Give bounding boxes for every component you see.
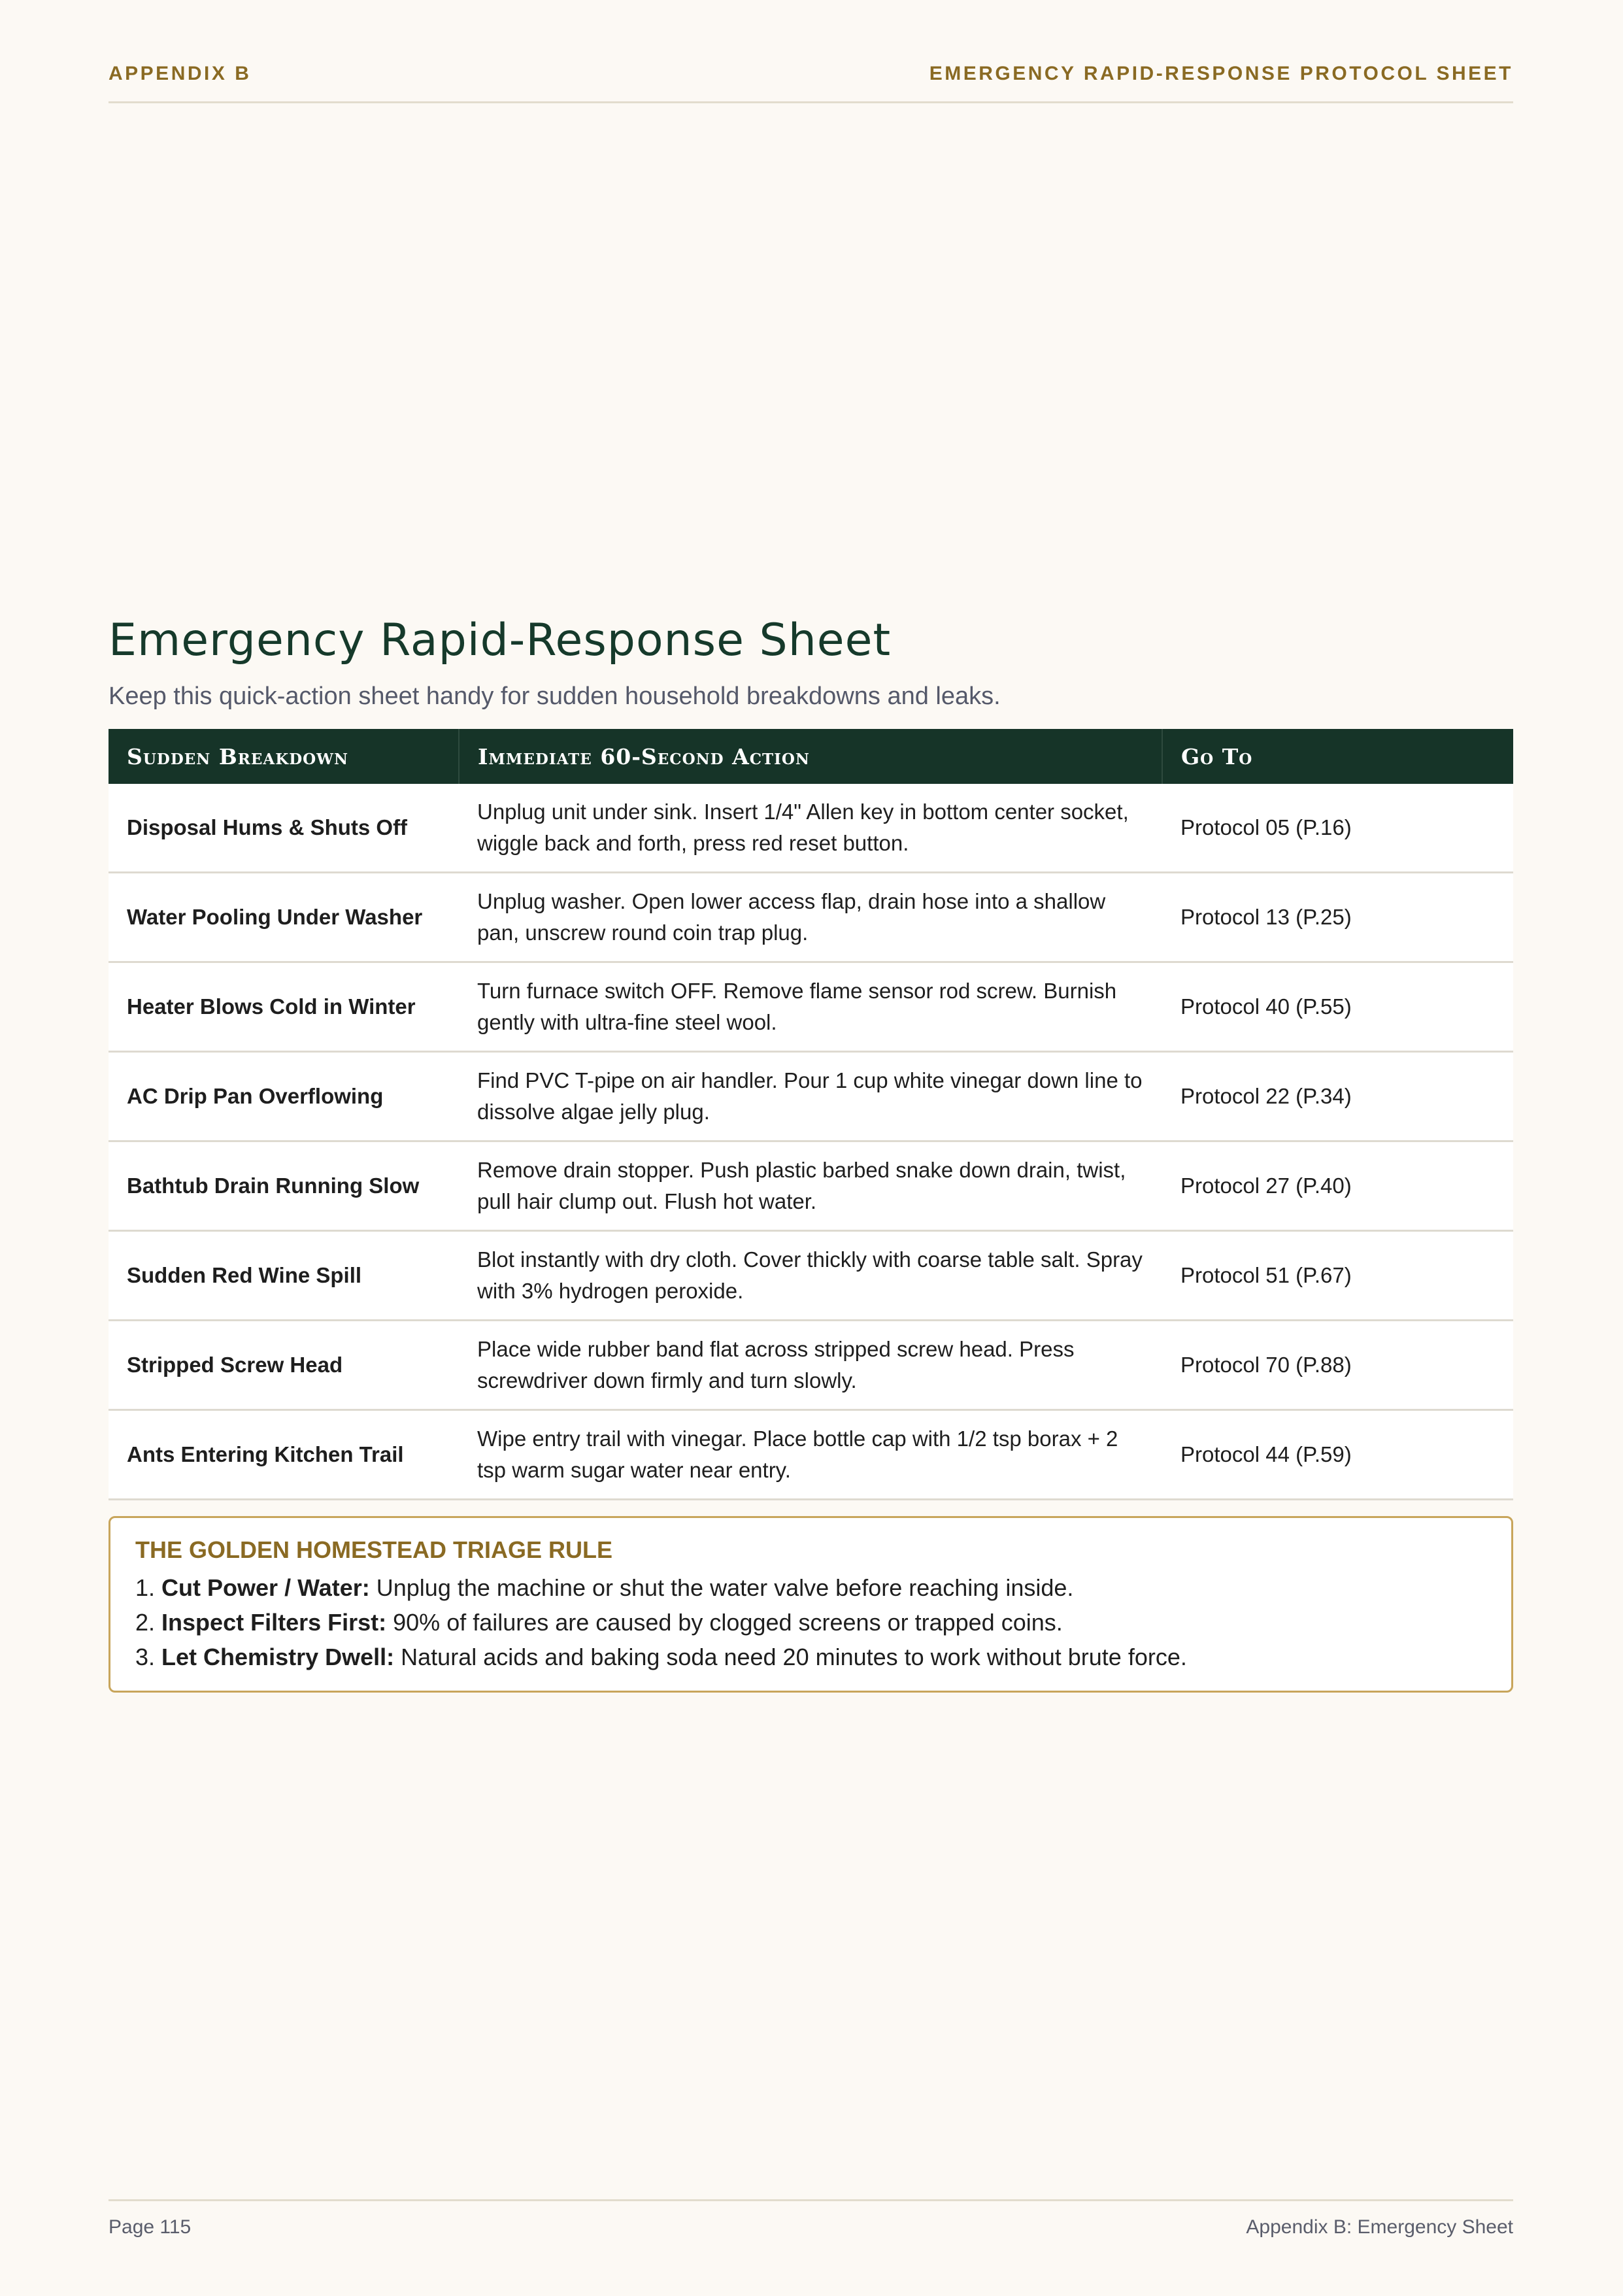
- table-header: [109, 729, 1513, 784]
- breakdown-cell: Ants Entering Kitchen Trail: [109, 1410, 459, 1500]
- column-header-goto: Go To: [1162, 729, 1513, 784]
- goto-cell: Protocol 13 (P.25): [1162, 873, 1513, 962]
- action-cell: Blot instantly with dry cloth. Cover thickly with coarse table salt. Spray with 3% hydrogen peroxide.: [459, 1231, 1162, 1321]
- table-row: [109, 1052, 1513, 1141]
- table-row: [109, 1231, 1513, 1321]
- table-row: [109, 784, 1513, 873]
- running-header: [109, 63, 1513, 85]
- action-cell: Unplug unit under sink. Insert 1/4" Allen key in bottom center socket, wiggle back and forth, press red reset button.: [459, 784, 1162, 873]
- breakdown-cell: Disposal Hums & Shuts Off: [109, 784, 459, 873]
- page-title: Emergency Rapid-Response Sheet: [109, 615, 892, 666]
- rule-item: [135, 1570, 1486, 1605]
- goto-cell: Protocol 40 (P.55): [1162, 962, 1513, 1052]
- table-row: [109, 1321, 1513, 1410]
- table-row: [109, 1141, 1513, 1231]
- rule-label: Let Chemistry Dwell:: [161, 1644, 395, 1670]
- rule-text: Unplug the machine or shut the water valve before reaching inside.: [376, 1574, 1074, 1601]
- breakdown-cell: AC Drip Pan Overflowing: [109, 1052, 459, 1141]
- rule-label: Inspect Filters First:: [161, 1609, 387, 1636]
- rule-number: 3.: [135, 1644, 156, 1670]
- breakdown-cell: Stripped Screw Head: [109, 1321, 459, 1410]
- page-subtitle: Keep this quick-action sheet handy for sudden household breakdowns and leaks.: [109, 683, 1001, 710]
- action-cell: Wipe entry trail with vinegar. Place bottle cap with 1/2 tsp borax + 2 tsp warm sugar water near entry.: [459, 1410, 1162, 1500]
- action-cell: Remove drain stopper. Push plastic barbed snake down drain, twist, pull hair clump out. Flush hot water.: [459, 1141, 1162, 1231]
- protocol-table: [109, 729, 1513, 1500]
- rule-number: 2.: [135, 1609, 156, 1636]
- callout-title: THE GOLDEN HOMESTEAD TRIAGE RULE: [135, 1536, 613, 1563]
- goto-cell: Protocol 27 (P.40): [1162, 1141, 1513, 1231]
- goto-cell: Protocol 70 (P.88): [1162, 1321, 1513, 1410]
- column-header-action: Immediate 60-Second Action: [459, 729, 1162, 784]
- table-row: [109, 1410, 1513, 1500]
- rule-item: [135, 1640, 1486, 1674]
- action-cell: Unplug washer. Open lower access flap, drain hose into a shallow pan, unscrew round coin trap plug.: [459, 873, 1162, 962]
- column-header-breakdown: Sudden Breakdown: [109, 729, 459, 784]
- goto-cell: Protocol 22 (P.34): [1162, 1052, 1513, 1141]
- action-cell: Find PVC T-pipe on air handler. Pour 1 cup white vinegar down line to dissolve algae jelly plug.: [459, 1052, 1162, 1141]
- breakdown-cell: Water Pooling Under Washer: [109, 873, 459, 962]
- breakdown-cell: Bathtub Drain Running Slow: [109, 1141, 459, 1231]
- footer-section-label: Appendix B: Emergency Sheet: [1246, 2216, 1513, 2238]
- action-cell: Turn furnace switch OFF. Remove flame sensor rod screw. Burnish gently with ultra-fine steel wool.: [459, 962, 1162, 1052]
- rule-number: 1.: [135, 1574, 156, 1601]
- running-footer: [109, 2216, 1513, 2238]
- action-cell: Place wide rubber band flat across stripped screw head. Press screwdriver down firmly and turn slowly.: [459, 1321, 1162, 1410]
- table-row: [109, 873, 1513, 962]
- goto-cell: Protocol 05 (P.16): [1162, 784, 1513, 873]
- header-divider: [109, 101, 1513, 103]
- triage-rule-callout: [109, 1516, 1513, 1693]
- header-section-label: APPENDIX B: [109, 63, 252, 84]
- page-number: Page 115: [109, 2216, 192, 2238]
- footer-divider: [109, 2199, 1513, 2201]
- breakdown-cell: Heater Blows Cold in Winter: [109, 962, 459, 1052]
- table-row: [109, 962, 1513, 1052]
- rule-text: 90% of failures are caused by clogged screens or trapped coins.: [393, 1609, 1063, 1636]
- rule-text: Natural acids and baking soda need 20 minutes to work without brute force.: [401, 1644, 1187, 1670]
- header-document-title: EMERGENCY RAPID-RESPONSE PROTOCOL SHEET: [929, 63, 1513, 84]
- rule-item: [135, 1605, 1486, 1640]
- goto-cell: Protocol 44 (P.59): [1162, 1410, 1513, 1500]
- goto-cell: Protocol 51 (P.67): [1162, 1231, 1513, 1321]
- rule-label: Cut Power / Water:: [161, 1574, 370, 1601]
- breakdown-cell: Sudden Red Wine Spill: [109, 1231, 459, 1321]
